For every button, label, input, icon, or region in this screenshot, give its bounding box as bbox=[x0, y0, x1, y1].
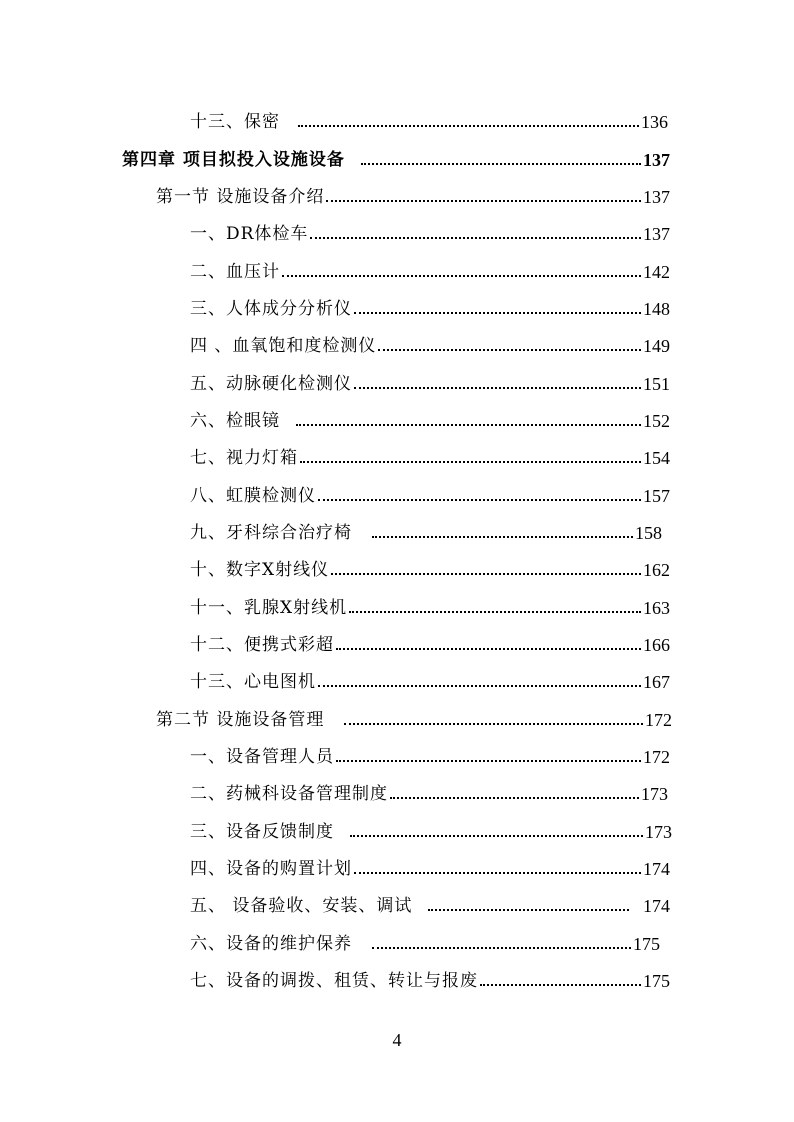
toc-leader-dots bbox=[354, 872, 641, 874]
toc-entry-title: 六、设备的维护保养 bbox=[190, 934, 352, 954]
toc-entry-title: 四 、血氧饱和度检测仪 bbox=[190, 336, 377, 356]
toc-entry[interactable] bbox=[190, 327, 670, 357]
toc-entry[interactable] bbox=[190, 887, 670, 917]
toc-section-entry[interactable] bbox=[156, 178, 670, 208]
toc-leader-dots bbox=[336, 760, 641, 762]
toc-entry-page: 149 bbox=[643, 336, 670, 356]
toc-entry-page: 142 bbox=[643, 262, 670, 282]
toc-entry-page: 162 bbox=[643, 560, 670, 580]
toc-leader-dots bbox=[300, 461, 641, 463]
toc-entry[interactable] bbox=[190, 589, 670, 619]
toc-entry-title: 六、检眼镜 bbox=[190, 411, 280, 431]
toc-leader-dots bbox=[372, 947, 631, 949]
toc-entry[interactable] bbox=[190, 925, 660, 955]
toc-entry-title: 四、设备的购置计划 bbox=[190, 859, 352, 879]
toc-entry-page: 137 bbox=[643, 224, 670, 244]
toc-entry-title: 七、视力灯箱 bbox=[190, 448, 298, 468]
toc-leader-dots bbox=[372, 536, 633, 538]
toc-entry-title: 九、牙科综合治疗椅 bbox=[190, 523, 352, 543]
toc-entry-title: 十三、心电图机 bbox=[190, 672, 316, 692]
toc-entry[interactable] bbox=[190, 103, 668, 133]
toc-entry[interactable] bbox=[190, 215, 670, 245]
toc-entry-title: 八、虹膜检测仪 bbox=[190, 486, 316, 506]
toc-entry-title: 十三、保密 bbox=[190, 112, 280, 132]
toc-entry-title: 第二节 设施设备管理 bbox=[156, 710, 325, 730]
toc-entry[interactable] bbox=[190, 402, 670, 432]
toc-entry-title: 第一节 设施设备介绍 bbox=[156, 187, 325, 207]
toc-leader-dots bbox=[354, 312, 641, 314]
toc-entry-title: 五、动脉硬化检测仪 bbox=[190, 374, 352, 394]
toc-entry-page: 172 bbox=[643, 747, 670, 767]
toc-entry-page: 175 bbox=[633, 934, 660, 954]
toc-section-entry[interactable] bbox=[156, 701, 672, 731]
toc-entry-title: 一、设备管理人员 bbox=[190, 747, 334, 767]
toc-entry[interactable] bbox=[190, 551, 670, 581]
toc-entry-page: 148 bbox=[643, 299, 670, 319]
toc-entry-title: 五、 设备验收、安装、调试 bbox=[190, 896, 413, 916]
toc-chapter-entry[interactable] bbox=[122, 141, 670, 171]
toc-leader-dots bbox=[354, 387, 641, 389]
toc-entry-page: 172 bbox=[645, 710, 672, 730]
toc-leader-dots bbox=[296, 424, 641, 426]
toc-entry-page: 174 bbox=[643, 896, 670, 916]
toc-entry[interactable] bbox=[190, 290, 670, 320]
toc-leader-dots bbox=[326, 200, 641, 202]
toc-entry[interactable] bbox=[190, 962, 670, 992]
toc-entry-title: 一、DR体检车 bbox=[190, 224, 309, 244]
toc-entry-page: 157 bbox=[643, 486, 670, 506]
toc-leader-dots bbox=[390, 797, 639, 799]
toc-entry-page: 158 bbox=[635, 523, 662, 543]
toc-entry[interactable] bbox=[190, 813, 672, 843]
toc-entry-title: 第四章 项目拟投入设施设备 bbox=[122, 150, 345, 170]
toc-entry[interactable] bbox=[190, 514, 662, 544]
toc-leader-dots bbox=[378, 349, 641, 351]
toc-entry-title: 二、血压计 bbox=[190, 262, 280, 282]
toc-leader-dots bbox=[350, 835, 643, 837]
toc-leader-dots bbox=[331, 573, 641, 575]
toc-entry-page: 167 bbox=[643, 672, 670, 692]
toc-entry[interactable] bbox=[190, 663, 670, 693]
toc-entry-page: 175 bbox=[643, 971, 670, 991]
toc-leader-dots bbox=[480, 984, 641, 986]
toc-entry-page: 174 bbox=[643, 859, 670, 879]
toc-entry-title: 二、药械科设备管理制度 bbox=[190, 784, 388, 804]
toc-entry-title: 十一、乳腺X射线机 bbox=[190, 598, 348, 618]
toc-leader-dots bbox=[428, 909, 629, 911]
toc-entry[interactable] bbox=[190, 850, 670, 880]
toc-entry[interactable] bbox=[190, 738, 670, 768]
toc-entry-page: 173 bbox=[645, 822, 672, 842]
toc-entry-page: 137 bbox=[643, 150, 670, 170]
toc-entry-page: 152 bbox=[643, 411, 670, 431]
toc-entry-page: 166 bbox=[643, 635, 670, 655]
toc-leader-dots bbox=[349, 611, 641, 613]
toc-entry-page: 163 bbox=[643, 598, 670, 618]
toc-entry-title: 三、人体成分分析仪 bbox=[190, 299, 352, 319]
toc-leader-dots bbox=[318, 499, 641, 501]
toc-entry-page: 137 bbox=[643, 187, 670, 207]
toc-entry[interactable] bbox=[190, 439, 670, 469]
toc-entry[interactable] bbox=[190, 253, 670, 283]
toc-entry-page: 151 bbox=[643, 374, 670, 394]
toc-leader-dots bbox=[310, 237, 641, 239]
toc-entry-page: 136 bbox=[641, 112, 668, 132]
toc-leader-dots bbox=[282, 275, 641, 277]
toc-leader-dots bbox=[344, 723, 643, 725]
toc-entry-title: 十、数字X射线仪 bbox=[190, 560, 330, 580]
toc-leader-dots bbox=[298, 125, 639, 127]
toc-entry[interactable] bbox=[190, 775, 668, 805]
toc-entry-title: 七、设备的调拨、租赁、转让与报废 bbox=[190, 971, 478, 991]
toc-entry[interactable] bbox=[190, 477, 670, 507]
toc-entry[interactable] bbox=[190, 626, 670, 656]
toc-leader-dots bbox=[336, 648, 641, 650]
toc-leader-dots bbox=[318, 685, 641, 687]
toc-entry-title: 三、设备反馈制度 bbox=[190, 822, 334, 842]
toc-entry-page: 154 bbox=[643, 448, 670, 468]
toc-entry-page: 173 bbox=[641, 784, 668, 804]
page-number: 4 bbox=[392, 1030, 402, 1050]
toc-entry[interactable] bbox=[190, 365, 670, 395]
toc-entry-title: 十二、便携式彩超 bbox=[190, 635, 334, 655]
toc-leader-dots bbox=[361, 163, 641, 165]
